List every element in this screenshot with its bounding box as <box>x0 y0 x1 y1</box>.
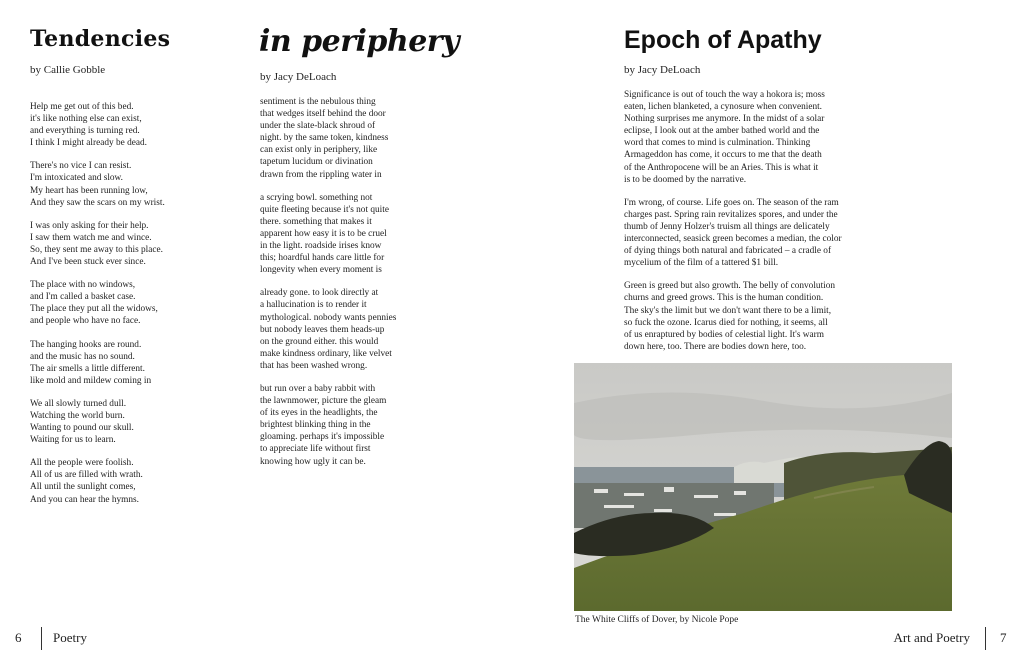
poem-line: the lawnmower, picture the gleam <box>260 396 387 407</box>
poem-title: Tendencies <box>30 26 171 52</box>
poem-line: tapetum lucidum or divination <box>260 157 373 168</box>
poem-line: Armageddon has come, it occurs to me that the death <box>624 150 822 161</box>
poem-line: I'm intoxicated and slow. <box>30 173 123 184</box>
poem-line: can exist only in periphery, like <box>260 145 378 156</box>
poem-line: so fuck the ozone. Icarus died for nothing, it seems, all <box>624 317 828 328</box>
poem-body <box>30 101 230 517</box>
poem-line: charges past. Spring rain revitalizes spores, and under the <box>624 209 838 220</box>
poem-line: All of us are filled with wrath. <box>30 470 143 481</box>
poem-line: make kindness ordinary, like velvet <box>260 348 392 359</box>
stanza <box>30 457 230 505</box>
poem-line: this; hoardful hands care little for <box>260 253 385 264</box>
poem-title: Epoch of Apathy <box>624 26 822 54</box>
poem-line: And you can hear the hymns. <box>30 494 139 505</box>
poem-line: that has been washed wrong. <box>260 360 368 371</box>
poem-line: gloaming. perhaps it's impossible <box>260 432 385 443</box>
poem-line: Wanting to pound our skull. <box>30 423 134 434</box>
poem-line: quite fleeting because it's not quite <box>260 204 389 215</box>
footer-divider-right <box>985 627 986 650</box>
poem-line: And they saw the scars on my wrist. <box>30 197 165 208</box>
poem-line: down here, too. There are bodies down here, too. <box>624 341 807 352</box>
poem-line: of the Anthropocene will be an Aries. This is what it <box>624 162 819 173</box>
stanza <box>30 398 230 446</box>
poem-line: churns and greed grows. This is the human condition. <box>624 293 824 304</box>
poem-body <box>624 89 874 364</box>
poem-line: longevity when every moment is <box>260 265 382 276</box>
poem-line: of its eyes in the headlights, the <box>260 408 378 419</box>
poem-line: mycelium of the film of a tattered $1 bill. <box>624 258 779 269</box>
landscape-photo <box>574 363 952 611</box>
poem-line: and I'm called a basket case. <box>30 292 136 303</box>
section-label-left: Poetry <box>53 630 87 645</box>
poem-line: apparent how easy it is to be cruel <box>260 228 387 239</box>
poem-line: thumb of Jenny Holzer's truism all things are delicately <box>624 221 830 232</box>
poem-line: in the light. roadside irises know <box>260 241 382 252</box>
poem-line: drawn from the rippling water in <box>260 169 382 180</box>
poem-line: Nothing surprises me anymore. In the midst of a solar <box>624 114 825 125</box>
poem-line: under the slate-black shroud of <box>260 121 376 132</box>
poem-line: mythological. nobody wants pennies <box>260 312 397 323</box>
poem-line: Waiting for us to learn. <box>30 435 116 446</box>
poem-line: of dying things both natural and fabricated – a cradle of <box>624 246 832 257</box>
poem-line: eclipse, I look out at the amber bathed world and the <box>624 126 820 137</box>
poem-line: The air smells a little different. <box>30 363 145 374</box>
poem-line: but nobody leaves them heads-up <box>260 324 385 335</box>
poem-line: already gone. to look directly at <box>260 288 379 299</box>
poem-line: The place with no windows, <box>30 280 136 291</box>
poem-line: but run over a baby rabbit with <box>260 383 376 394</box>
poem-line: interconnected, seasick green becomes a median, the color <box>624 234 842 245</box>
stanza <box>30 101 230 149</box>
poem-line: The sky's the limit but we don't want there to be a limit, <box>624 305 832 316</box>
poem-line: I'm wrong, of course. Life goes on. The season of the ram <box>624 197 839 208</box>
poem-title: in periphery <box>259 24 460 59</box>
stanza <box>30 160 230 208</box>
poem-line: The hanging hooks are round. <box>30 339 142 350</box>
footer-divider-left <box>41 627 42 650</box>
stanza <box>624 89 874 186</box>
poem-line: like mold and mildew coming in <box>30 375 152 386</box>
stanza <box>260 192 450 277</box>
poem-body <box>260 96 450 479</box>
poem-line: it's like nothing else can exist, <box>30 114 142 125</box>
poem-line: All the people were foolish. <box>30 458 134 469</box>
poem-line: eaten, lichen blanketed, a cynosure when convenient. <box>624 102 822 113</box>
poem-line: to appreciate life without first <box>260 444 371 455</box>
poem-line: Watching the world burn. <box>30 410 125 421</box>
stanza <box>624 280 874 353</box>
stanza <box>30 339 230 387</box>
poem-byline: by Jacy DeLoach <box>624 64 701 76</box>
page-number-right: 7 <box>1000 630 1007 645</box>
poem-line: on the ground either. this would <box>260 336 379 347</box>
poem-line: And I've been stuck ever since. <box>30 257 146 268</box>
poem-line: brightest blinking thing in the <box>260 420 371 431</box>
poem-line: All until the sunlight comes, <box>30 482 136 493</box>
poem-line: I think I might already be dead. <box>30 138 147 149</box>
poem-line: We all slowly turned dull. <box>30 398 127 409</box>
poem-line: So, they sent me away to this place. <box>30 244 163 255</box>
stanza <box>624 197 874 270</box>
poem-line: that wedges itself behind the door <box>260 109 386 120</box>
poem-line: Help me get out of this bed. <box>30 102 134 112</box>
poem-line: and people who have no face. <box>30 316 141 327</box>
stanza <box>30 279 230 327</box>
poem-line: I saw them watch me and wince. <box>30 232 152 243</box>
poem-line: there. something that makes it <box>260 216 372 227</box>
poem-line: of us enraptured by bodies of celestial light. It's warm <box>624 329 824 340</box>
photo-illustration <box>574 363 952 611</box>
stanza <box>260 287 450 372</box>
poem-line: Green is greed but also growth. The belly of convolution <box>624 281 836 292</box>
poem-line: The place they put all the widows, <box>30 304 158 315</box>
poem-line: My heart has been running low, <box>30 185 148 196</box>
poem-line: word that comes to mind is culmination. Thinking <box>624 138 811 149</box>
poem-line: Significance is out of touch the way a hokora is; moss <box>624 90 825 100</box>
poem-byline: by Callie Gobble <box>30 64 106 76</box>
poem-line: knowing how ugly it can be. <box>260 456 366 467</box>
poem-line: a hallucination is to render it <box>260 300 367 311</box>
poem-line: and the music has no sound. <box>30 351 135 362</box>
photo-caption: The White Cliffs of Dover, by Nicole Pope <box>575 615 739 625</box>
page-number-left: 6 <box>15 630 22 645</box>
poem-line: night. by the same token, kindness <box>260 133 389 144</box>
section-label-right: Art and Poetry <box>893 630 970 645</box>
poem-line: a scrying bowl. something not <box>260 192 373 203</box>
poem-line: sentiment is the nebulous thing <box>260 97 376 107</box>
poem-byline: by Jacy DeLoach <box>260 71 337 83</box>
poem-line: and everything is turning red. <box>30 126 140 137</box>
poem-line: is to be doomed by the narrative. <box>624 174 747 185</box>
poem-line: There's no vice I can resist. <box>30 161 132 172</box>
stanza <box>260 383 450 468</box>
stanza <box>30 220 230 268</box>
stanza <box>260 96 450 181</box>
poem-line: I was only asking for their help. <box>30 220 149 231</box>
